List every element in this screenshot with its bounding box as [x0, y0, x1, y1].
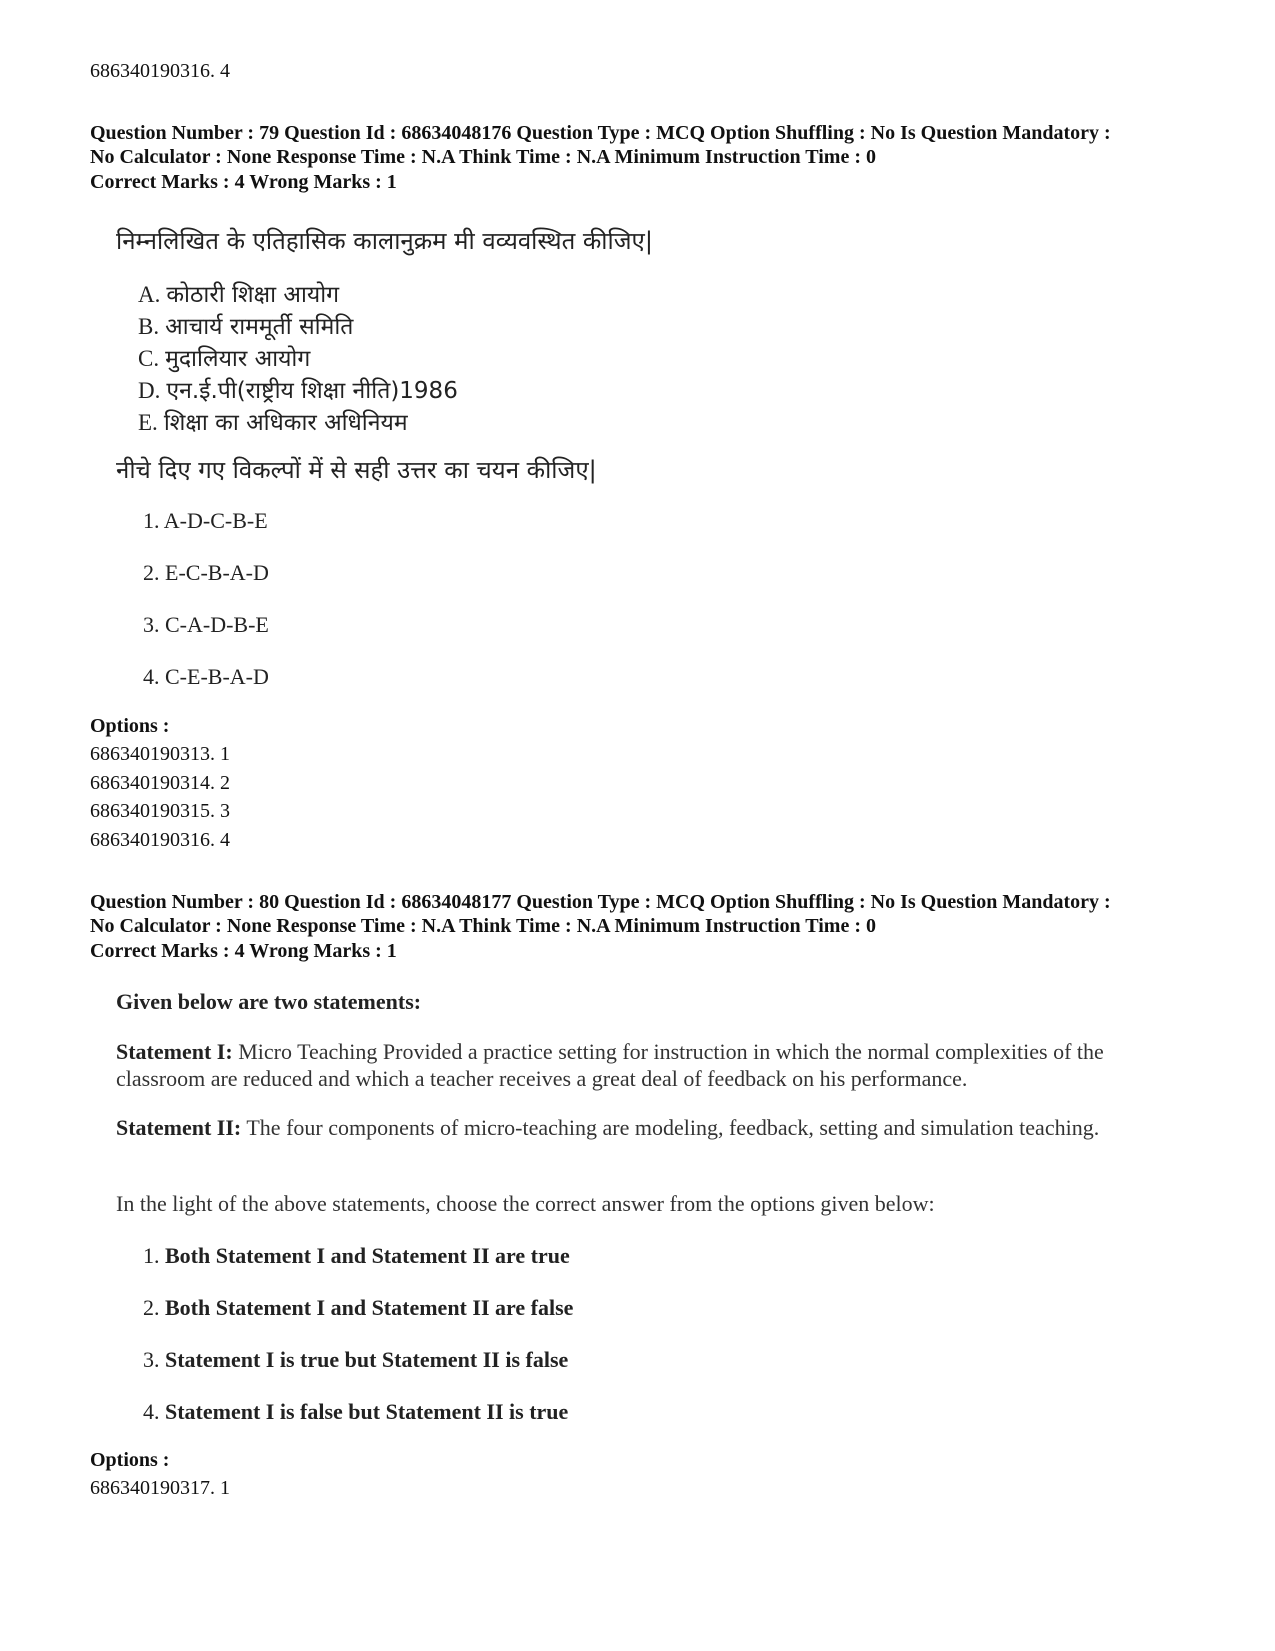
q79-choice-1: 1. A-D-C-B-E [143, 508, 268, 533]
q79-choice-2: 2. E-C-B-A-D [143, 560, 269, 585]
q80-statement-2-label: Statement II: [116, 1115, 242, 1140]
q80-options-list [90, 1474, 230, 1503]
q79-marks: Correct Marks : 4 Wrong Marks : 1 [90, 171, 397, 193]
q79-option: 686340190314. 2 [90, 771, 230, 794]
q79-meta-line2: No Calculator : None Response Time : N.A Think Time : N.A Minimum Instruction Time : 0 [90, 146, 876, 168]
carryover-option-line: 686340190316. 4 [90, 60, 230, 82]
q80-meta-line1: Question Number : 80 Question Id : 68634048177 Question Type : MCQ Option Shuffling : No Is Question Mandatory : [90, 891, 1111, 913]
q79-item: D. एन.ई.पी(राष्ट्रीय शिक्षा नीति)1986 [138, 378, 458, 404]
q79-choice-4: 4. C-E-B-A-D [143, 664, 269, 689]
q80-marks: Correct Marks : 4 Wrong Marks : 1 [90, 940, 397, 962]
q79-choose-text: नीचे दिए गए विकल्पों में से सही उत्तर का चयन कीजिए| [116, 456, 597, 484]
q79-meta-line1: Question Number : 79 Question Id : 68634048176 Question Type : MCQ Option Shuffling : No Is Question Mandatory : [90, 122, 1111, 144]
q79-options-list [90, 740, 230, 854]
q79-item: C. मुदालियार आयोग [138, 346, 311, 372]
q79-item-list [138, 279, 458, 439]
q80-statement-1 [116, 1038, 1126, 1092]
q79-instruction: निम्नलिखित के एतिहासिक कालानुक्रम मी वव्यवस्थित कीजिए| [116, 227, 653, 255]
q80-choice-2: 2. Both Statement I and Statement II are false [143, 1295, 574, 1320]
q80-statement-2-text: The four components of micro-teaching are modeling, feedback, setting and simulation teaching. [241, 1115, 1100, 1140]
q80-instruction: In the light of the above statements, choose the correct answer from the options given below: [116, 1191, 935, 1216]
q79-option: 686340190316. 4 [90, 828, 230, 851]
q80-statement-1-label: Statement I: [116, 1039, 233, 1064]
q79-meta [90, 121, 1210, 169]
q79-item: A. कोठारी शिक्षा आयोग [138, 282, 340, 308]
q79-option: 686340190315. 3 [90, 800, 230, 822]
q80-choice-4: 4. Statement I is false but Statement II is true [143, 1399, 569, 1424]
q79-options-label: Options : [90, 715, 170, 737]
q80-options-label: Options : [90, 1449, 170, 1471]
q79-item: E. शिक्षा का अधिकार अधिनियम [138, 410, 408, 436]
q80-statement-1-text: Micro Teaching Provided a practice setting for instruction in which the normal complexities of the classroom are reduced and which a teacher receives a great deal of feedback on his performance. [116, 1039, 1104, 1091]
q79-item: B. आचार्य राममूर्ती समिति [138, 314, 354, 340]
q79-option: 686340190313. 1 [90, 743, 230, 765]
q79-choice-3: 3. C-A-D-B-E [143, 612, 269, 637]
q80-meta-line2: No Calculator : None Response Time : N.A Think Time : N.A Minimum Instruction Time : 0 [90, 915, 876, 937]
q80-choice-3: 3. Statement I is true but Statement II is false [143, 1347, 569, 1372]
q80-choice-1: 1. Both Statement I and Statement II are true [143, 1243, 570, 1268]
q80-meta [90, 890, 1210, 938]
q80-option: 686340190317. 1 [90, 1477, 230, 1499]
q80-lead: Given below are two statements: [116, 989, 422, 1014]
q80-statement-2 [116, 1114, 1126, 1141]
